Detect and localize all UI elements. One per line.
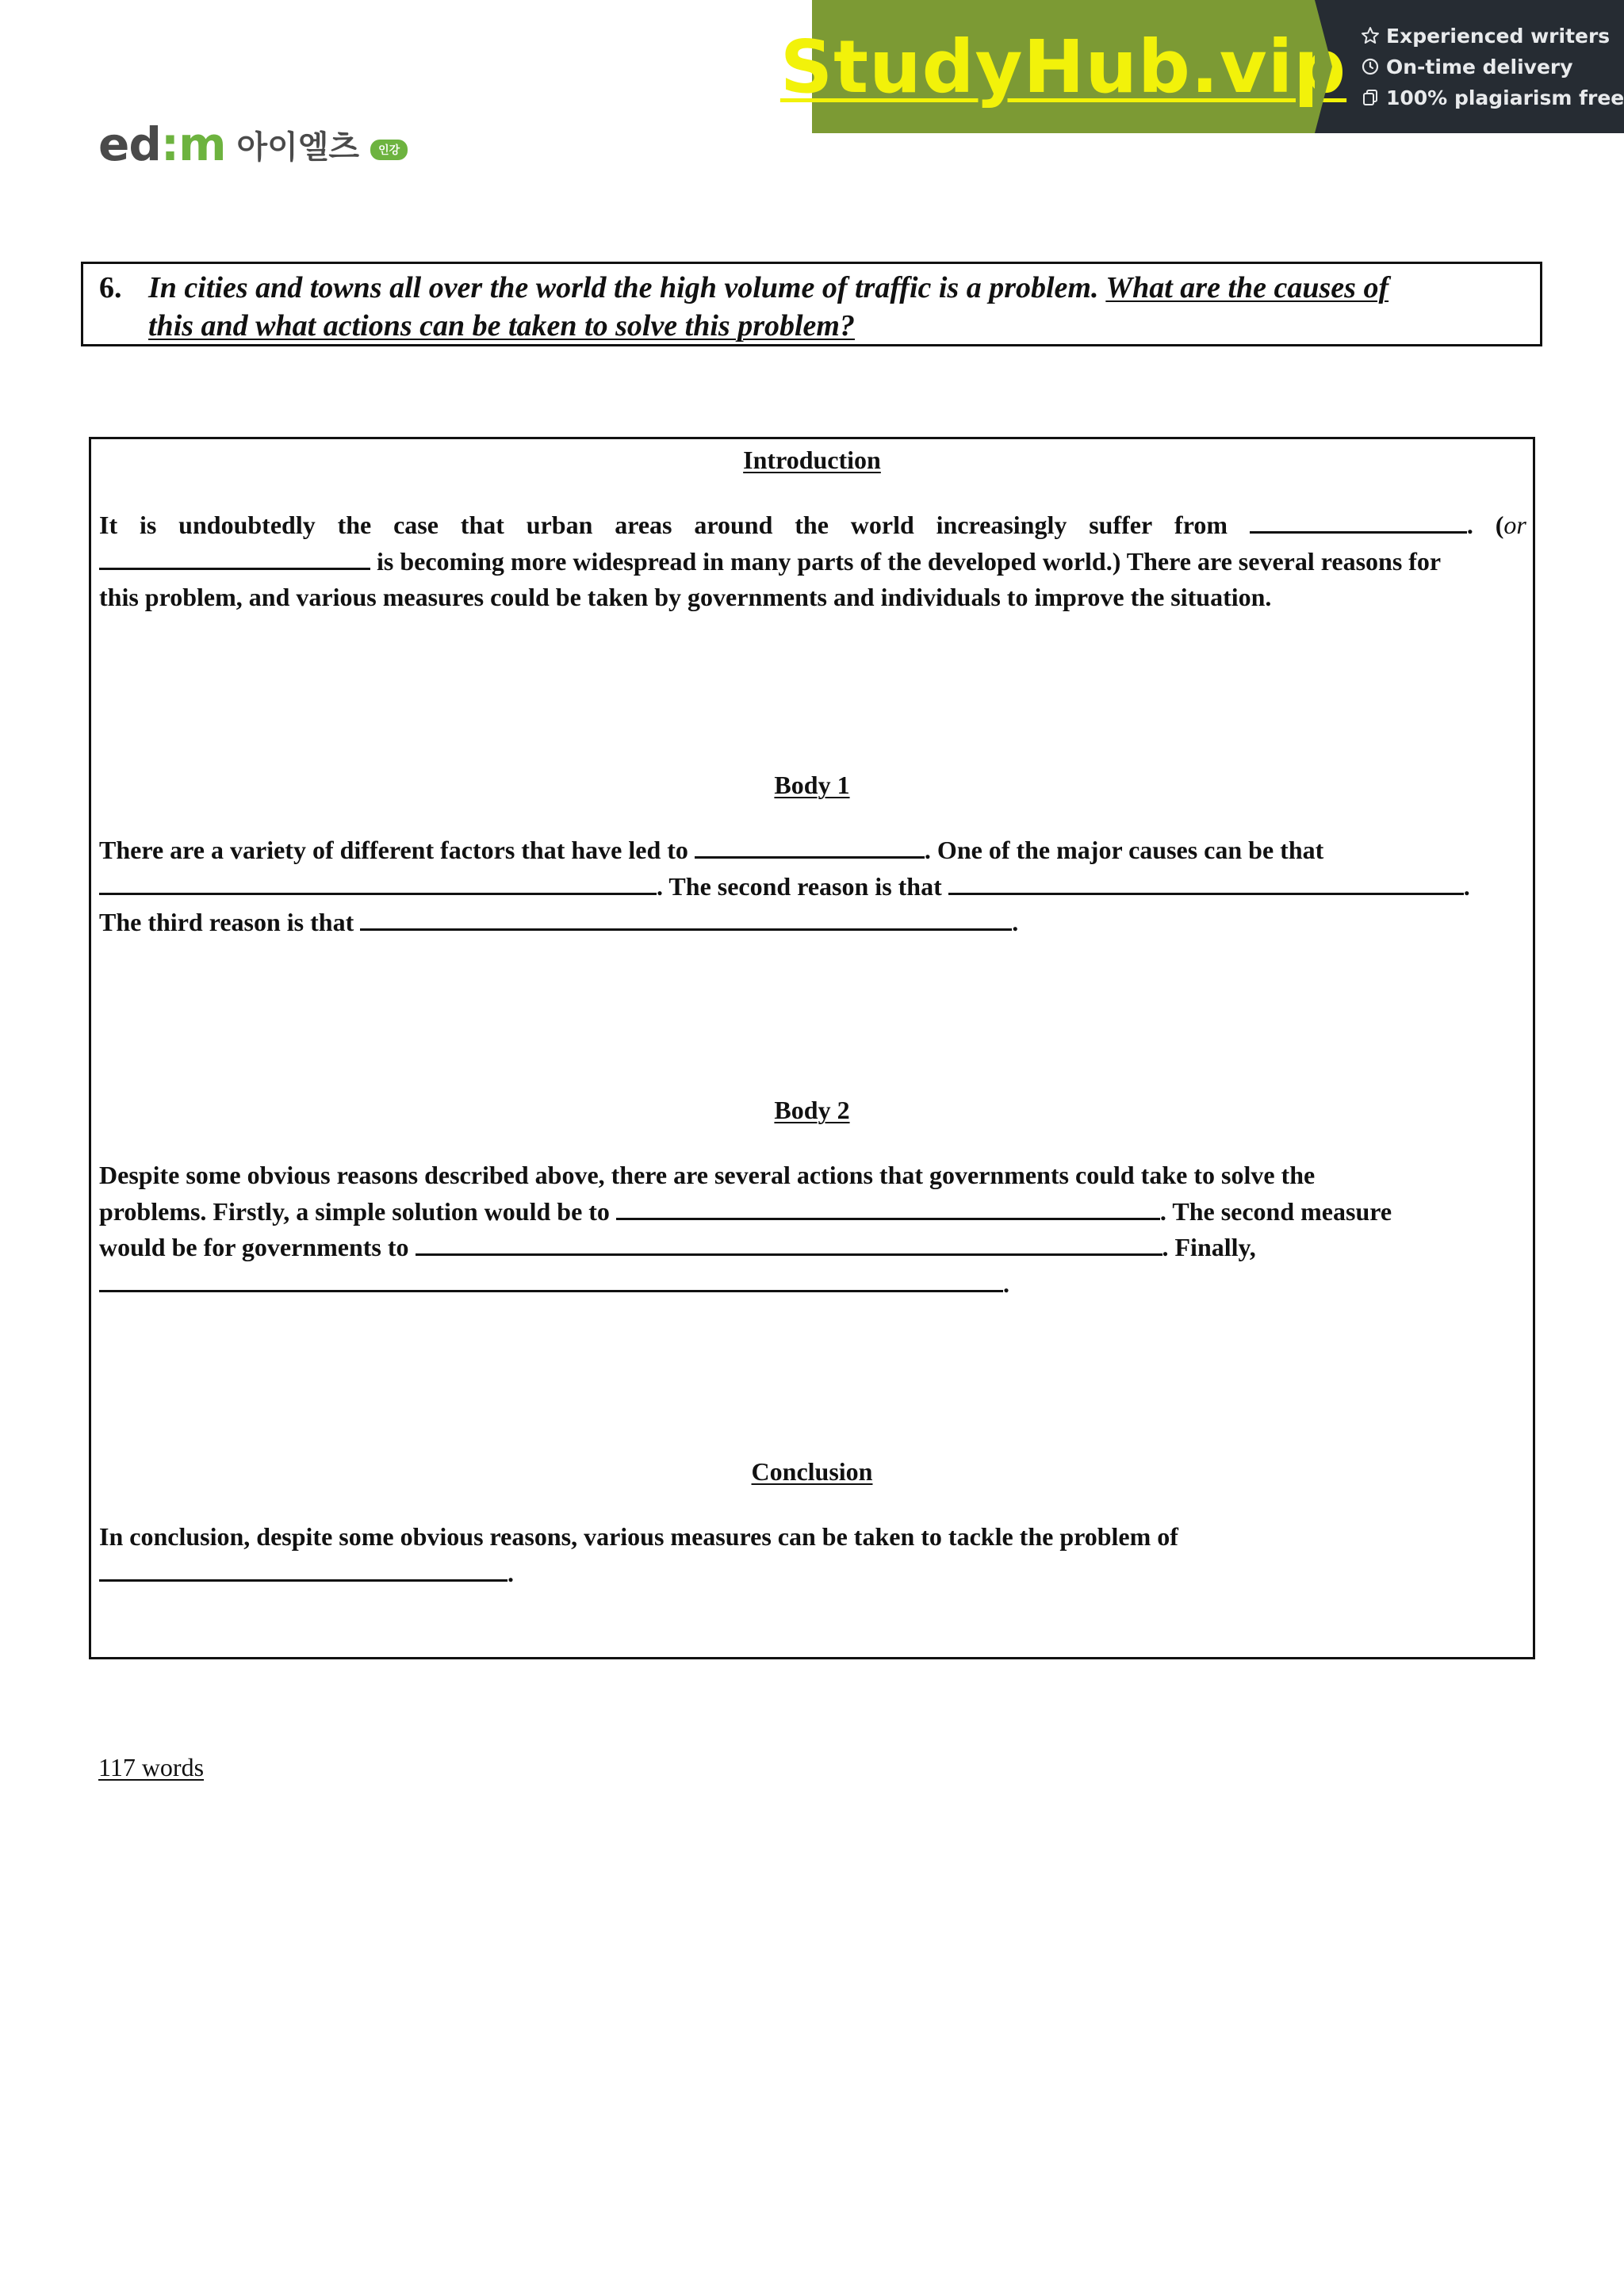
body2-paragraph (99, 1158, 1526, 1302)
punctuation: . (508, 1558, 514, 1587)
fill-in-blank[interactable] (99, 1266, 1003, 1292)
logo-ed: ed (98, 117, 161, 171)
word: undoubtedly (178, 511, 316, 539)
body2-line-2 (99, 1194, 1526, 1230)
fill-in-blank[interactable] (99, 544, 370, 570)
question-prompt-part1: What are the causes of (1105, 271, 1389, 304)
question-statement: In cities and towns all over the world the high volume of traffic is a problem. (148, 271, 1106, 304)
body1-title: Body 1 (774, 771, 850, 799)
word: case (393, 511, 439, 539)
introduction-title: Introduction (743, 446, 881, 474)
intro-blank-group-1 (1250, 507, 1473, 544)
fill-in-blank[interactable] (948, 869, 1464, 895)
word: around (694, 511, 773, 539)
text: . The second reason is that (657, 871, 948, 901)
introduction-line-2 (99, 544, 1526, 580)
word: urban (526, 511, 593, 539)
text: There are a variety of different factors that have led to (99, 836, 695, 864)
banner-brand[interactable] (779, 0, 1347, 133)
intro-or-group (1496, 507, 1526, 544)
text: The third reason is that (99, 908, 361, 936)
feature-plagiarism-free (1361, 86, 1624, 109)
conclusion-line-2 (99, 1556, 1526, 1592)
text: . Finally, (1162, 1233, 1256, 1261)
conclusion-title: Conclusion (751, 1457, 873, 1486)
text: . The second measure (1159, 1196, 1392, 1226)
word: increasingly (936, 511, 1067, 539)
star-icon (1361, 26, 1380, 45)
body2-line-1: Despite some obvious reasons described above, there are several actions that governments could take to solve the (99, 1161, 1316, 1189)
word: world (850, 511, 914, 539)
logo-korean-text: 아이엘츠 (236, 128, 360, 166)
or-word: or (1503, 511, 1526, 539)
copy-icon (1361, 88, 1380, 107)
feature-label: Experienced writers (1386, 24, 1611, 48)
fill-in-blank[interactable] (616, 1194, 1160, 1220)
body1-line-1 (99, 832, 1526, 869)
feature-on-time-delivery (1361, 55, 1624, 78)
word: from (1174, 511, 1228, 539)
word: the (337, 511, 372, 539)
introduction-line-1 (99, 507, 1526, 544)
logo-m: m (178, 117, 226, 171)
body2-line-4 (99, 1266, 1526, 1303)
punctuation: . (1012, 908, 1019, 936)
question-prompt-part2: this and what actions can be taken to solve this problem? (148, 309, 855, 342)
feature-label: 100% plagiarism free (1386, 86, 1624, 109)
body2-title: Body 2 (774, 1096, 850, 1124)
feature-label: On-time delivery (1386, 55, 1573, 78)
body1-line-2 (99, 869, 1526, 905)
word: It (99, 511, 118, 539)
word: suffer (1089, 511, 1153, 539)
fill-in-blank[interactable] (99, 1556, 508, 1582)
fill-in-blank[interactable] (695, 832, 925, 859)
introduction-paragraph (99, 507, 1526, 616)
banner-brand-text[interactable]: StudyHub.vip (779, 24, 1347, 109)
body1-paragraph (99, 832, 1526, 941)
question-number: 6. (99, 271, 122, 304)
text: problems. Firstly, a simple solution would be to (99, 1196, 616, 1226)
punctuation: . (1003, 1269, 1009, 1298)
body1-line-3 (99, 905, 1526, 941)
fill-in-blank[interactable] (360, 905, 1012, 931)
clock-icon (1361, 57, 1380, 76)
text: is becoming more widespread in many parts of the developed world.) There are several reasons for (370, 546, 1442, 576)
question-line-1 (99, 269, 1524, 307)
edm-ielts-logo (98, 119, 408, 170)
word: is (139, 511, 157, 539)
word: the (795, 511, 829, 539)
text: . One of the major causes can be that (924, 836, 1324, 864)
conclusion-line-1: In conclusion, despite some obvious reasons, various measures can be taken to tackle the problem of (99, 1522, 1178, 1551)
fill-in-blank[interactable] (1250, 507, 1467, 534)
logo-colon: : (160, 117, 179, 171)
logo-mark (98, 117, 226, 171)
fill-in-blank[interactable] (416, 1230, 1162, 1256)
introduction-line-3: this problem, and various measures could be taken by governments and individuals to improve the situation. (99, 583, 1272, 611)
conclusion-paragraph (99, 1519, 1526, 1591)
word: that (460, 511, 504, 539)
feature-experienced-writers (1361, 25, 1624, 48)
studyhub-banner[interactable] (779, 0, 1624, 133)
body2-line-3 (99, 1230, 1526, 1266)
word: areas (615, 511, 672, 539)
logo-badge: 인강 (370, 140, 408, 160)
punctuation: . (1466, 511, 1473, 539)
word-count: 117 words (98, 1753, 205, 1781)
fill-in-blank[interactable] (99, 869, 657, 895)
punctuation: . (1463, 871, 1470, 901)
question-line-2 (99, 307, 1524, 345)
essay-template-box (89, 437, 1535, 1659)
question-box (81, 262, 1542, 346)
text: would be for governments to (99, 1233, 416, 1261)
banner-features (1315, 0, 1624, 133)
punctuation: ( (1495, 511, 1504, 539)
